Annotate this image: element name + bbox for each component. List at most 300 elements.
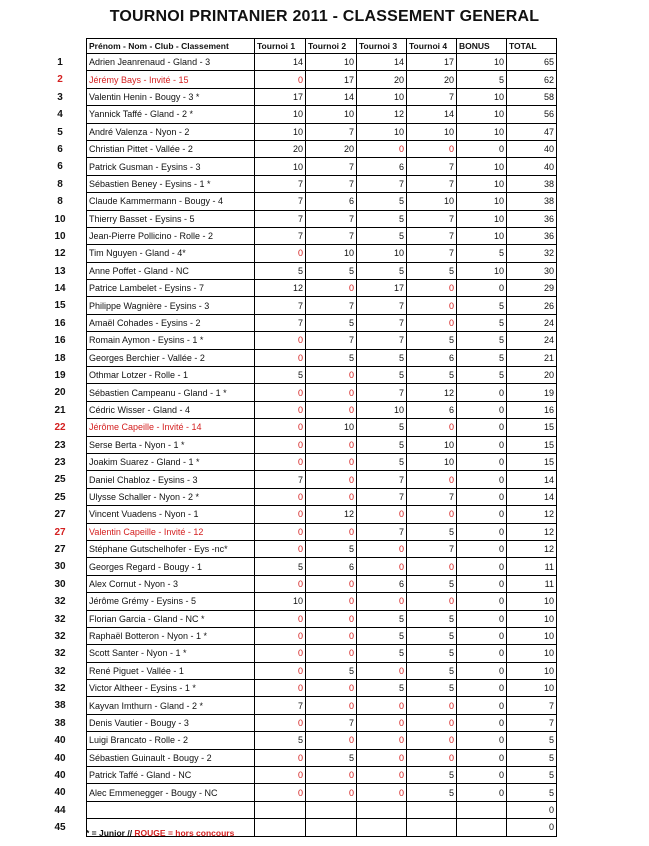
tournoi-2-score: 0 xyxy=(306,488,357,505)
total-score: 36 xyxy=(507,210,557,227)
tournoi-2-score xyxy=(306,801,357,818)
tournoi-4-score: 10 xyxy=(407,193,457,210)
tournoi-3-score: 5 xyxy=(357,453,407,470)
player-name: Valentin Capeille - Invité - 12 xyxy=(87,523,255,540)
rank-number: 8 xyxy=(57,196,63,208)
table-row xyxy=(87,453,557,470)
tournoi-2-score: 0 xyxy=(306,367,357,384)
rank-number: 30 xyxy=(54,578,66,590)
tournoi-1-score: 5 xyxy=(255,732,306,749)
tournoi-1-score: 17 xyxy=(255,88,306,105)
table-row xyxy=(87,801,557,818)
player-name: Scott Santer - Nyon - 1 * xyxy=(87,645,255,662)
header-player: Prénom - Nom - Club - Classement xyxy=(87,39,255,54)
table-row xyxy=(87,506,557,523)
tournoi-2-score: 10 xyxy=(306,106,357,123)
tournoi-3-score: 12 xyxy=(357,106,407,123)
rank-number: 25 xyxy=(54,474,66,486)
total-score: 38 xyxy=(507,175,557,192)
tournoi-3-score: 7 xyxy=(357,488,407,505)
table-row xyxy=(87,471,557,488)
total-score: 10 xyxy=(507,680,557,697)
tournoi-3-score: 10 xyxy=(357,123,407,140)
total-score: 10 xyxy=(507,645,557,662)
table-row xyxy=(87,436,557,453)
total-score: 65 xyxy=(507,54,557,71)
tournoi-4-score: 5 xyxy=(407,610,457,627)
player-name: Patrick Taffé - Gland - NC xyxy=(87,767,255,784)
total-score: 14 xyxy=(507,471,557,488)
rank-number: 38 xyxy=(54,700,66,712)
table-row xyxy=(87,367,557,384)
table-row xyxy=(87,175,557,192)
tournoi-4-score: 7 xyxy=(407,88,457,105)
table-row xyxy=(87,401,557,418)
tournoi-4-score: 14 xyxy=(407,106,457,123)
tournoi-1-score: 0 xyxy=(255,401,306,418)
tournoi-3-score: 6 xyxy=(357,575,407,592)
table-row xyxy=(87,384,557,401)
total-score: 40 xyxy=(507,158,557,175)
total-score: 40 xyxy=(507,140,557,157)
tournoi-1-score: 0 xyxy=(255,610,306,627)
rank-number: 32 xyxy=(54,630,66,642)
tournoi-3-score: 0 xyxy=(357,697,407,714)
player-name: René Piguet - Vallée - 1 xyxy=(87,662,255,679)
player-name: Adrien Jeanrenaud - Gland - 3 xyxy=(87,54,255,71)
tournoi-4-score: 7 xyxy=(407,245,457,262)
bonus-score: 0 xyxy=(457,453,507,470)
tournoi-1-score: 5 xyxy=(255,262,306,279)
total-score: 38 xyxy=(507,193,557,210)
tournoi-1-score: 10 xyxy=(255,106,306,123)
tournoi-3-score: 0 xyxy=(357,784,407,801)
bonus-score: 0 xyxy=(457,401,507,418)
tournoi-4-score: 5 xyxy=(407,367,457,384)
tournoi-4-score: 12 xyxy=(407,384,457,401)
player-name: André Valenza - Nyon - 2 xyxy=(87,123,255,140)
tournoi-2-score: 0 xyxy=(306,627,357,644)
table-row xyxy=(87,314,557,331)
ranking-table xyxy=(86,38,557,837)
tournoi-3-score xyxy=(357,819,407,836)
tournoi-2-score: 10 xyxy=(306,419,357,436)
tournoi-3-score: 0 xyxy=(357,140,407,157)
tournoi-2-score: 7 xyxy=(306,158,357,175)
table-row xyxy=(87,593,557,610)
tournoi-2-score: 0 xyxy=(306,732,357,749)
player-name: Sébastien Beney - Eysins - 1 * xyxy=(87,175,255,192)
table-row xyxy=(87,714,557,731)
table-row xyxy=(87,227,557,244)
tournoi-2-score: 12 xyxy=(306,506,357,523)
rank-number: 40 xyxy=(54,787,66,799)
player-name: Amaël Cohades - Eysins - 2 xyxy=(87,314,255,331)
player-name: Romain Aymon - Eysins - 1 * xyxy=(87,332,255,349)
tournoi-2-score: 7 xyxy=(306,210,357,227)
rank-number: 27 xyxy=(54,526,66,538)
player-name: Joakim Suarez - Gland - 1 * xyxy=(87,453,255,470)
tournoi-3-score: 0 xyxy=(357,506,407,523)
tournoi-4-score: 5 xyxy=(407,332,457,349)
bonus-score: 0 xyxy=(457,488,507,505)
tournoi-1-score: 0 xyxy=(255,71,306,88)
bonus-score: 0 xyxy=(457,784,507,801)
bonus-score: 0 xyxy=(457,471,507,488)
bonus-score: 0 xyxy=(457,384,507,401)
tournoi-1-score: 0 xyxy=(255,575,306,592)
player-name: Patrick Gusman - Eysins - 3 xyxy=(87,158,255,175)
player-name: Denis Vautier - Bougy - 3 xyxy=(87,714,255,731)
table-row xyxy=(87,349,557,366)
table-row xyxy=(87,767,557,784)
tournoi-3-score: 5 xyxy=(357,210,407,227)
rank-number: 32 xyxy=(54,596,66,608)
player-name: Othmar Lotzer - Rolle - 1 xyxy=(87,367,255,384)
tournoi-2-score: 7 xyxy=(306,175,357,192)
tournoi-2-score: 17 xyxy=(306,71,357,88)
tournoi-4-score: 7 xyxy=(407,540,457,557)
tournoi-3-score: 0 xyxy=(357,732,407,749)
tournoi-3-score: 17 xyxy=(357,280,407,297)
tournoi-2-score: 0 xyxy=(306,436,357,453)
tournoi-4-score: 0 xyxy=(407,749,457,766)
total-score: 10 xyxy=(507,627,557,644)
tournoi-1-score: 10 xyxy=(255,123,306,140)
player-name: Stéphane Gutschelhofer - Eys -nc* xyxy=(87,540,255,557)
bonus-score: 0 xyxy=(457,732,507,749)
tournoi-4-score: 0 xyxy=(407,697,457,714)
total-score: 12 xyxy=(507,506,557,523)
rank-number: 32 xyxy=(54,665,66,677)
tournoi-1-score: 10 xyxy=(255,593,306,610)
player-name: Claude Kammermann - Bougy - 4 xyxy=(87,193,255,210)
bonus-score: 0 xyxy=(457,436,507,453)
tournoi-2-score: 0 xyxy=(306,610,357,627)
rank-number: 23 xyxy=(54,439,66,451)
tournoi-4-score: 0 xyxy=(407,558,457,575)
rank-number: 32 xyxy=(54,683,66,695)
tournoi-4-score: 0 xyxy=(407,732,457,749)
player-name xyxy=(87,801,255,818)
bonus-score: 5 xyxy=(457,245,507,262)
table-row xyxy=(87,558,557,575)
tournoi-4-score: 5 xyxy=(407,523,457,540)
total-score: 7 xyxy=(507,714,557,731)
tournoi-4-score: 0 xyxy=(407,297,457,314)
total-score: 24 xyxy=(507,332,557,349)
table-row xyxy=(87,88,557,105)
bonus-score: 5 xyxy=(457,297,507,314)
total-score: 5 xyxy=(507,749,557,766)
tournoi-1-score: 0 xyxy=(255,714,306,731)
bonus-score: 10 xyxy=(457,262,507,279)
tournoi-2-score: 5 xyxy=(306,749,357,766)
tournoi-1-score: 0 xyxy=(255,784,306,801)
tournoi-2-score: 0 xyxy=(306,784,357,801)
tournoi-2-score: 5 xyxy=(306,662,357,679)
table-header-row xyxy=(87,39,557,54)
tournoi-3-score: 20 xyxy=(357,71,407,88)
rank-number: 1 xyxy=(57,57,63,68)
total-score: 30 xyxy=(507,262,557,279)
player-name: Raphaël Botteron - Nyon - 1 * xyxy=(87,627,255,644)
tournoi-3-score: 5 xyxy=(357,367,407,384)
player-name: Jérôme Grémy - Eysins - 5 xyxy=(87,593,255,610)
tournoi-3-score: 5 xyxy=(357,227,407,244)
tournoi-4-score: 0 xyxy=(407,471,457,488)
tournoi-1-score: 0 xyxy=(255,384,306,401)
tournoi-3-score: 5 xyxy=(357,645,407,662)
total-score: 11 xyxy=(507,575,557,592)
bonus-score: 0 xyxy=(457,767,507,784)
tournoi-3-score: 0 xyxy=(357,593,407,610)
rank-number: 20 xyxy=(54,387,66,399)
tournoi-1-score: 0 xyxy=(255,419,306,436)
tournoi-4-score: 0 xyxy=(407,714,457,731)
bonus-score: 0 xyxy=(457,610,507,627)
player-name: Philippe Wagnière - Eysins - 3 xyxy=(87,297,255,314)
rank-number: 40 xyxy=(54,735,66,747)
table-row xyxy=(87,140,557,157)
tournoi-2-score: 7 xyxy=(306,332,357,349)
player-name: Cédric Wisser - Gland - 4 xyxy=(87,401,255,418)
tournoi-2-score: 20 xyxy=(306,140,357,157)
tournoi-1-score: 0 xyxy=(255,749,306,766)
tournoi-2-score: 0 xyxy=(306,280,357,297)
player-name: Jérémy Bays - Invité - 15 xyxy=(87,71,255,88)
tournoi-4-score: 7 xyxy=(407,175,457,192)
rank-number: 5 xyxy=(57,126,63,138)
tournoi-2-score: 0 xyxy=(306,471,357,488)
header-tournoi-3: Tournoi 3 xyxy=(357,39,407,54)
tournoi-3-score: 7 xyxy=(357,332,407,349)
bonus-score: 10 xyxy=(457,123,507,140)
bonus-score: 0 xyxy=(457,558,507,575)
bonus-score: 5 xyxy=(457,332,507,349)
rank-number: 40 xyxy=(54,770,66,782)
tournoi-4-score: 20 xyxy=(407,71,457,88)
tournoi-1-score: 7 xyxy=(255,697,306,714)
legend-footer xyxy=(86,828,234,838)
tournoi-2-score: 7 xyxy=(306,297,357,314)
tournoi-2-score xyxy=(306,819,357,836)
tournoi-4-score: 0 xyxy=(407,419,457,436)
table-row xyxy=(87,210,557,227)
bonus-score: 0 xyxy=(457,280,507,297)
table-row xyxy=(87,732,557,749)
tournoi-3-score: 5 xyxy=(357,627,407,644)
tournoi-3-score: 0 xyxy=(357,558,407,575)
player-name: Tim Nguyen - Gland - 4* xyxy=(87,245,255,262)
header-tournoi-2: Tournoi 2 xyxy=(306,39,357,54)
rank-number: 4 xyxy=(57,109,63,121)
total-score: 47 xyxy=(507,123,557,140)
tournoi-1-score: 7 xyxy=(255,471,306,488)
tournoi-3-score: 0 xyxy=(357,767,407,784)
tournoi-3-score: 7 xyxy=(357,175,407,192)
rank-number: 44 xyxy=(54,804,66,816)
table-row xyxy=(87,280,557,297)
table-row xyxy=(87,575,557,592)
tournoi-3-score: 7 xyxy=(357,297,407,314)
bonus-score: 0 xyxy=(457,627,507,644)
tournoi-3-score: 0 xyxy=(357,662,407,679)
total-score: 10 xyxy=(507,662,557,679)
tournoi-2-score: 0 xyxy=(306,697,357,714)
tournoi-4-score: 5 xyxy=(407,680,457,697)
rank-number: 32 xyxy=(54,648,66,660)
tournoi-3-score: 5 xyxy=(357,610,407,627)
tournoi-4-score: 0 xyxy=(407,593,457,610)
player-name: Jérôme Capeille - Invité - 14 xyxy=(87,419,255,436)
bonus-score: 5 xyxy=(457,314,507,331)
table-row xyxy=(87,106,557,123)
total-score: 56 xyxy=(507,106,557,123)
total-score: 14 xyxy=(507,488,557,505)
player-name: Vincent Vuadens - Nyon - 1 xyxy=(87,506,255,523)
bonus-score: 0 xyxy=(457,506,507,523)
total-score: 24 xyxy=(507,314,557,331)
total-score: 36 xyxy=(507,227,557,244)
player-name: Georges Berchier - Vallée - 2 xyxy=(87,349,255,366)
bonus-score: 0 xyxy=(457,680,507,697)
total-score: 20 xyxy=(507,367,557,384)
tournoi-1-score: 7 xyxy=(255,193,306,210)
tournoi-2-score: 5 xyxy=(306,314,357,331)
tournoi-2-score: 7 xyxy=(306,227,357,244)
total-score: 0 xyxy=(507,819,557,836)
tournoi-3-score: 0 xyxy=(357,714,407,731)
tournoi-3-score: 0 xyxy=(357,540,407,557)
rank-number: 16 xyxy=(54,335,66,347)
tournoi-1-score: 0 xyxy=(255,662,306,679)
total-score: 32 xyxy=(507,245,557,262)
player-name: Thierry Basset - Eysins - 5 xyxy=(87,210,255,227)
table-row xyxy=(87,54,557,71)
tournoi-4-score xyxy=(407,819,457,836)
tournoi-1-score: 0 xyxy=(255,349,306,366)
tournoi-4-score: 10 xyxy=(407,453,457,470)
bonus-score xyxy=(457,819,507,836)
rank-column xyxy=(40,54,80,837)
tournoi-1-score: 0 xyxy=(255,488,306,505)
table-row xyxy=(87,697,557,714)
table-row xyxy=(87,245,557,262)
table-row xyxy=(87,680,557,697)
tournoi-4-score: 0 xyxy=(407,280,457,297)
tournoi-1-score: 7 xyxy=(255,297,306,314)
tournoi-1-score: 0 xyxy=(255,436,306,453)
bonus-score: 0 xyxy=(457,697,507,714)
rouge-legend: ROUGE = hors concours xyxy=(134,828,235,838)
tournoi-2-score: 0 xyxy=(306,384,357,401)
total-score: 5 xyxy=(507,767,557,784)
rank-number: 38 xyxy=(54,717,66,729)
rank-number: 22 xyxy=(54,422,66,434)
total-score: 15 xyxy=(507,436,557,453)
tournoi-2-score: 0 xyxy=(306,401,357,418)
rank-number: 6 xyxy=(57,161,63,173)
bonus-score: 5 xyxy=(457,349,507,366)
rank-number: 32 xyxy=(54,613,66,625)
tournoi-2-score: 5 xyxy=(306,540,357,557)
bonus-score: 10 xyxy=(457,210,507,227)
table-row xyxy=(87,297,557,314)
tournoi-4-score: 5 xyxy=(407,645,457,662)
tournoi-1-score: 7 xyxy=(255,314,306,331)
tournoi-4-score: 5 xyxy=(407,575,457,592)
rank-number: 21 xyxy=(54,404,66,416)
player-name: Anne Poffet - Gland - NC xyxy=(87,262,255,279)
table-row xyxy=(87,71,557,88)
bonus-score xyxy=(457,801,507,818)
total-score: 0 xyxy=(507,801,557,818)
header-tournoi-1: Tournoi 1 xyxy=(255,39,306,54)
tournoi-4-score: 7 xyxy=(407,227,457,244)
tournoi-1-score: 5 xyxy=(255,367,306,384)
tournoi-3-score: 7 xyxy=(357,384,407,401)
rank-number: 30 xyxy=(54,561,66,573)
rank-number: 25 xyxy=(54,491,66,503)
tournoi-4-score xyxy=(407,801,457,818)
table-row xyxy=(87,662,557,679)
tournoi-2-score: 6 xyxy=(306,558,357,575)
player-name: Kayvan Imthurn - Gland - 2 * xyxy=(87,697,255,714)
header-bonus: BONUS xyxy=(457,39,507,54)
player-name: Daniel Chabloz - Eysins - 3 xyxy=(87,471,255,488)
player-name: Serse Berta - Nyon - 1 * xyxy=(87,436,255,453)
total-score: 11 xyxy=(507,558,557,575)
tournoi-1-score: 20 xyxy=(255,140,306,157)
total-score: 7 xyxy=(507,697,557,714)
bonus-score: 5 xyxy=(457,367,507,384)
tournoi-2-score: 5 xyxy=(306,349,357,366)
tournoi-2-score: 5 xyxy=(306,262,357,279)
table-row xyxy=(87,488,557,505)
table-row xyxy=(87,749,557,766)
player-name: Ulysse Schaller - Nyon - 2 * xyxy=(87,488,255,505)
rank-number: 19 xyxy=(54,370,66,382)
tournoi-2-score: 0 xyxy=(306,575,357,592)
tournoi-3-score: 0 xyxy=(357,749,407,766)
tournoi-4-score: 5 xyxy=(407,262,457,279)
total-score: 62 xyxy=(507,71,557,88)
tournoi-1-score: 12 xyxy=(255,280,306,297)
tournoi-4-score: 5 xyxy=(407,662,457,679)
player-name: Sébastien Guinault - Bougy - 2 xyxy=(87,749,255,766)
total-score: 12 xyxy=(507,540,557,557)
total-score: 21 xyxy=(507,349,557,366)
player-name: Valentin Henin - Bougy - 3 * xyxy=(87,88,255,105)
tournoi-2-score: 0 xyxy=(306,453,357,470)
rank-number: 8 xyxy=(57,178,63,190)
tournoi-3-score: 10 xyxy=(357,88,407,105)
bonus-score: 0 xyxy=(457,749,507,766)
tournoi-4-score: 17 xyxy=(407,54,457,71)
table-row xyxy=(87,158,557,175)
player-name: Christian Pittet - Vallée - 2 xyxy=(87,140,255,157)
rank-number: 16 xyxy=(54,317,66,329)
tournoi-3-score: 7 xyxy=(357,471,407,488)
tournoi-3-score: 7 xyxy=(357,523,407,540)
tournoi-3-score: 5 xyxy=(357,680,407,697)
rank-number: 2 xyxy=(57,74,63,86)
junior-legend: * = Junior // xyxy=(86,828,135,838)
player-name: Jean-Pierre Pollicino - Rolle - 2 xyxy=(87,227,255,244)
rank-number: 13 xyxy=(54,265,66,277)
tournoi-2-score: 6 xyxy=(306,193,357,210)
